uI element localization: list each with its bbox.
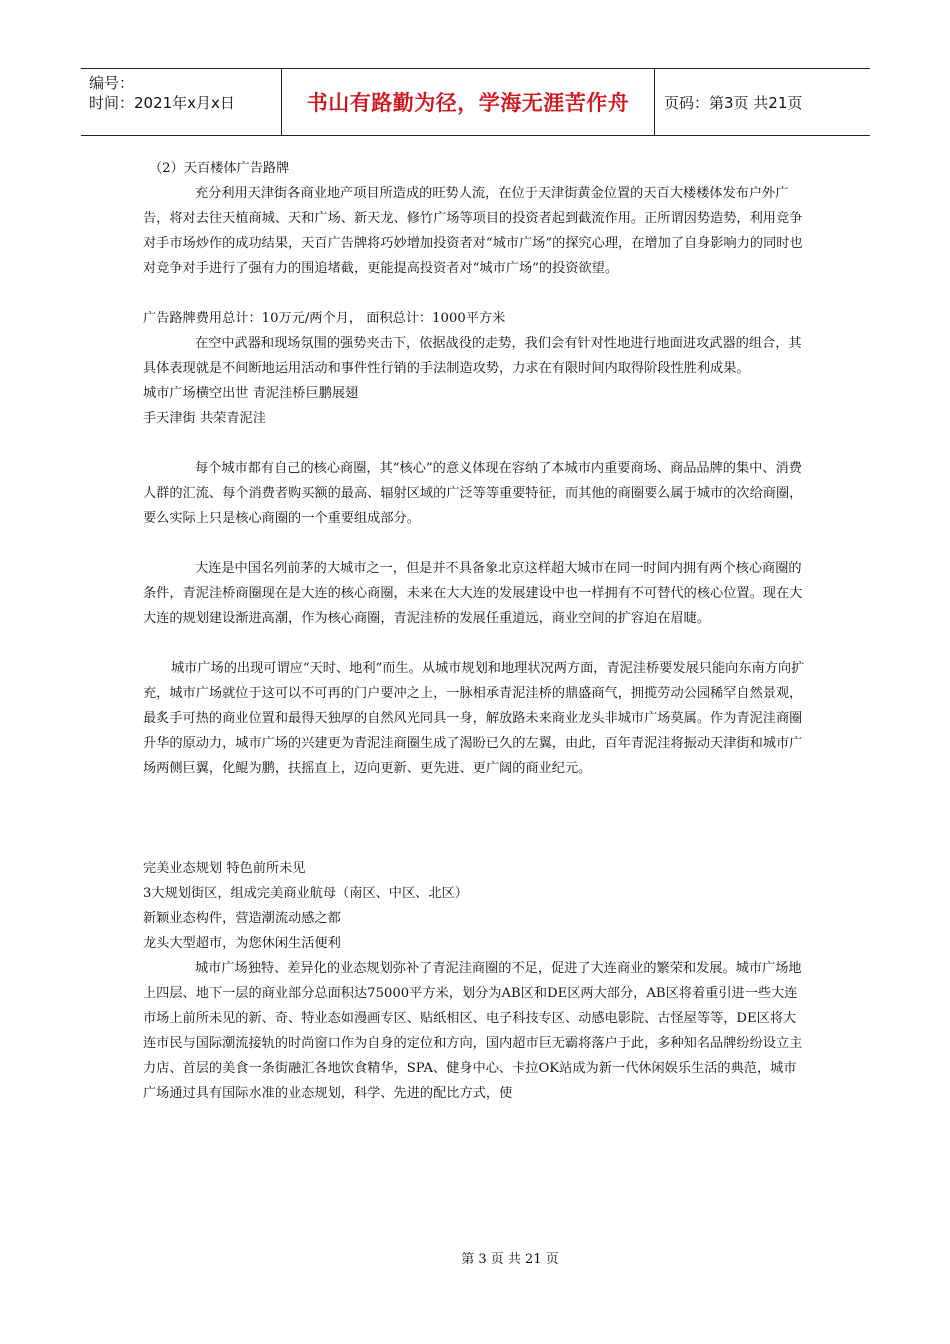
slogan-line: 手天津街 共荣青泥洼: [143, 411, 266, 426]
section-title: （2）天百楼体广告路牌: [149, 161, 290, 176]
header-motto-cell: [281, 69, 655, 135]
slogan-line: 城市广场横空出世 青泥洼桥巨鹏展翅: [143, 386, 359, 401]
paragraph: 城市广场独特、差异化的业态规划弥补了青泥洼商圈的不足，促进了大连商业的繁荣和发展。城市广场地上四层、地下一层的商业部分总面积达75000平方米，划分为AB区和DE区两大部分，AB区将着重引进一些大连市场上前所未见的新、奇、特业态如漫画专区、贴纸相区、电子科技专区、动感电影院、古怪屋等等，DE区将大连市民与国际潮流接轨的时尚窗口作为自身的定位和方向，国内超市巨无霸将落户于此，多种知名品牌纷纷设立主力店、首层的美食一条街融汇各地饮食精华，SPA、健身中心、卡拉OK站成为新一代休闲娱乐生活的典范，城市广场通过具有国际水准的业态规划，科学、先进的配比方式，使: [143, 961, 803, 1101]
time-label: 时间：2021年x月x日: [89, 94, 235, 112]
cost-line: 广告路牌费用总计：10万元/两个月， 面积总计：1000平方米: [143, 311, 506, 326]
motto-text: 书山有路勤为径，学海无涯苦作舟: [306, 91, 630, 115]
number-label: 编号：: [89, 74, 135, 92]
slogan-line: 3大规划街区，组成完美商业航母（南区、中区、北区）: [143, 886, 468, 901]
document-header: [81, 68, 870, 136]
spacer: [143, 431, 807, 456]
paragraph: 大连是中国名列前茅的大城市之一，但是并不具备象北京这样超大城市在同一时间内拥有两个核心商圈的条件，青泥洼桥商圈现在是大连的核心商圈，未来在大大连的发展建设中也一样拥有不可替代的核心位置。现在大大连的规划建设渐进高潮，作为核心商圈，青泥洼桥的发展任重道远，商业空间的扩容迫在眉睫。: [143, 561, 803, 626]
header-page-cell: [655, 69, 870, 135]
paragraph: 每个城市都有自己的核心商圈，其“核心”的意义体现在容纳了本城市内重要商场、商品品牌的集中、消费人群的汇流、每个消费者购买额的最高、辐射区域的广泛等等重要特征，而其他的商圈要么属于城市的次给商圈，要么实际上只是核心商圈的一个重要组成部分。: [143, 461, 803, 526]
page-label: 页码：第3页 共21页: [664, 93, 803, 112]
spacer: [143, 631, 807, 656]
spacer: [143, 781, 807, 831]
slogan-line: 完美业态规划 特色前所未见: [143, 861, 306, 876]
paragraph: 在空中武器和现场氛围的强势夹击下，依据战役的走势，我们会有针对性地进行地面进攻武器的组合，其具体表现就是不间断地运用活动和事件性行销的手法制造攻势，力求在有限时间内取得阶段性胜利成果。: [143, 336, 802, 376]
footer-page-number: 第 3 页 共 21 页: [461, 1252, 559, 1267]
spacer: [143, 281, 807, 306]
header-meta: [81, 69, 281, 135]
spacer: [143, 531, 807, 556]
page-footer: [0, 1248, 950, 1267]
spacer: [143, 831, 807, 856]
slogan-line: 新颖业态构件，营造潮流动感之都: [143, 911, 341, 926]
paragraph: 城市广场的出现可谓应“天时、地利”而生。从城市规划和地理状况两方面，青泥洼桥要发展只能向东南方向扩充，城市广场就位于这可以不可再的门户要冲之上，一脉相承青泥洼桥的鼎盛商气，拥揽劳动公园稀罕自然景观，最炙手可热的商业位置和最得天独厚的自然风光同具一身，解放路未来商业龙头非城市广场莫属。作为青泥洼商圈升华的原动力，城市广场的兴建更为青泥洼商圈生成了渴盼已久的左翼，由此，百年青泥洼将振动天津街和城市广场两侧巨翼，化鲲为鹏，扶摇直上，迈向更新、更先进、更广阔的商业纪元。: [143, 661, 805, 776]
paragraph: 充分利用天津街各商业地产项目所造成的旺势人流，在位于天津街黄金位置的天百大楼楼体发布户外广告，将对去往天植商城、天和广场、新天龙、修竹广场等项目的投资者起到截流作用。正所谓因势造势，利用竞争对手市场炒作的成功结果，天百广告牌将巧妙增加投资者对“城市广场”的探究心理，在增加了自身影响力的同时也对竞争对手进行了强有力的围追堵截，更能提高投资者对“城市广场”的投资欲望。: [143, 186, 803, 276]
document-body: [143, 156, 807, 1106]
slogan-line: 龙头大型超市，为您休闲生活便利: [143, 936, 341, 951]
